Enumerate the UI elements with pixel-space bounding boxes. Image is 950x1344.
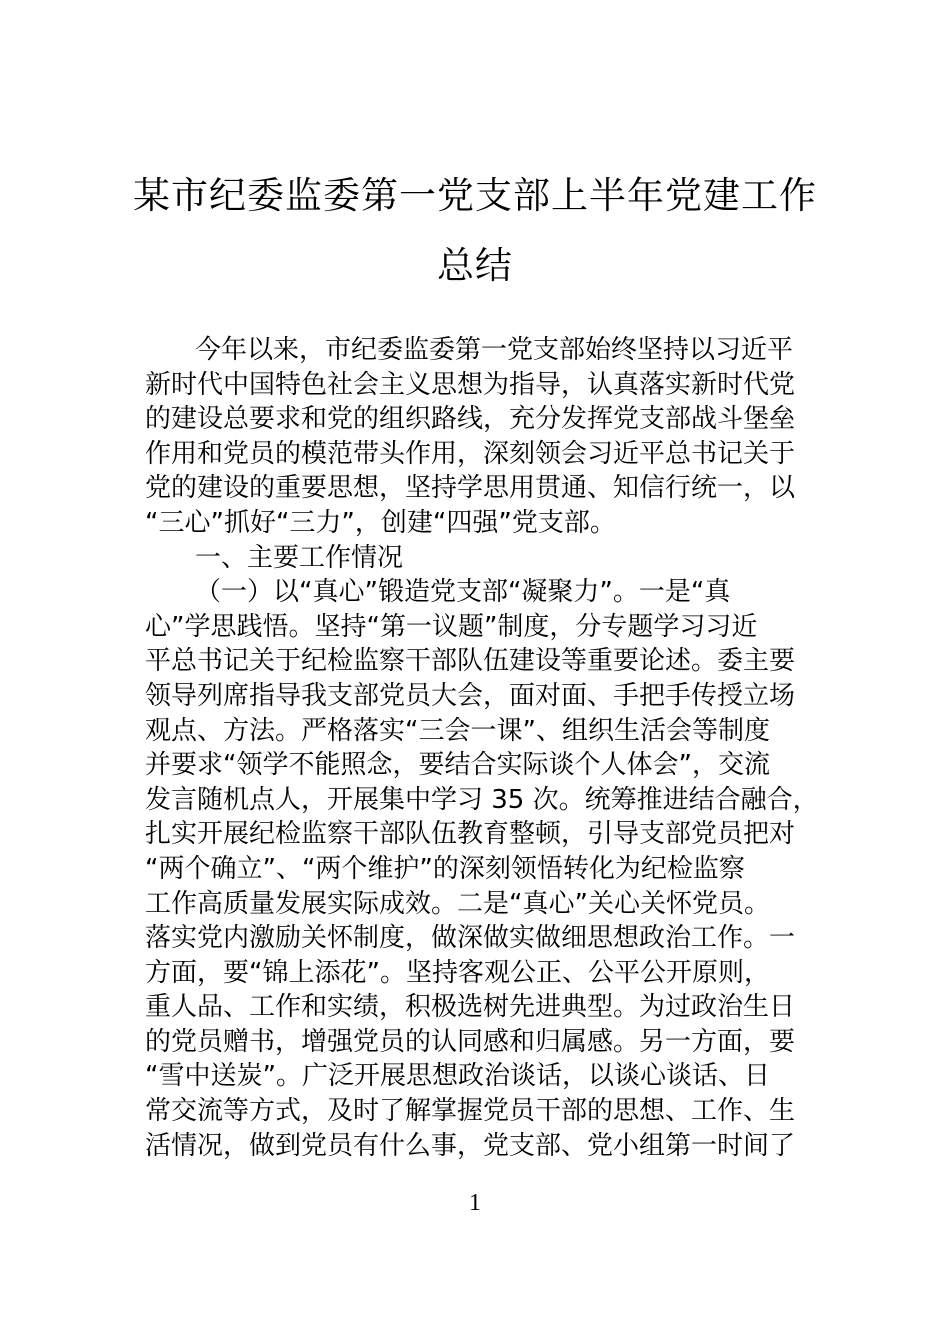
- paragraph-line: “雪中送炭”。广泛开展思想政治谈话，以谈心谈话、日: [145, 1061, 770, 1092]
- paragraph-line: 观点、方法。严格落实“三会一课”、组织生活会等制度: [145, 715, 770, 746]
- paragraph-line: “两个确立”、“两个维护”的深刻领悟转化为纪检监察: [145, 853, 745, 884]
- paragraph-line: 发言随机点人，开展集中学习 35 次。统筹推进结合融合，: [145, 784, 819, 815]
- paragraph-line: 的党员赠书，增强党员的认同感和归属感。另一方面，要: [145, 1026, 796, 1057]
- paragraph-line: 领导列席指导我支部党员大会，面对面、手把手传授立场: [145, 680, 796, 711]
- paragraph-line: 并要求“领学不能照念，要结合实际谈个人体会”，交流: [145, 750, 770, 781]
- paragraph-line: 党的建设的重要思想，坚持学思用贯通、知信行统一，以: [145, 473, 796, 504]
- paragraph-line: “三心”抓好“三力”，创建“四强”党支部。: [145, 507, 616, 538]
- paragraph-line: （一）以“真心”锻造党支部“凝聚力”。一是“真: [195, 577, 731, 608]
- paragraph-line: 方面，要“锦上添花”。坚持客观公正、公平公开原则，: [145, 957, 770, 988]
- document-title-line-1: 某市纪委监委第一党支部上半年党建工作: [133, 174, 817, 217]
- page-number: 1: [469, 1190, 481, 1216]
- paragraph-line: 重人品、工作和实绩，积极选树先进典型。为过政治生日: [145, 992, 796, 1023]
- paragraph-line: 作用和党员的模范带头作用，深刻领会习近平总书记关于: [145, 438, 796, 469]
- paragraph-line: 落实党内激励关怀制度，做深做实做细思想政治工作。一: [145, 923, 796, 954]
- section-heading: 一、主要工作情况: [195, 542, 404, 573]
- paragraph-line: 常交流等方式，及时了解掌握党员干部的思想、工作、生: [145, 1096, 796, 1127]
- paragraph-line: 活情况，做到党员有什么事，党支部、党小组第一时间了: [145, 1130, 796, 1161]
- paragraph-line: 的建设总要求和党的组织路线，充分发挥党支部战斗堡垒: [145, 404, 796, 435]
- document-title-line-2: 总结: [437, 244, 513, 287]
- paragraph-line: 今年以来，市纪委监委第一党支部始终坚持以习近平: [195, 335, 794, 365]
- paragraph-line: 扎实开展纪检监察干部队伍教育整顿，引导支部党员把对: [145, 819, 796, 850]
- paragraph-line: 新时代中国特色社会主义思想为指导，认真落实新时代党: [145, 369, 796, 400]
- paragraph-line: 心”学思践悟。坚持“第一议题”制度，分专题学习习近: [145, 611, 758, 642]
- document-body: [145, 333, 819, 1163]
- paragraph-line: 平总书记关于纪检监察干部队伍建设等重要论述。委主要: [145, 646, 796, 677]
- paragraph-line: 工作高质量发展实际成效。二是“真心”关心关怀党员。: [145, 888, 770, 919]
